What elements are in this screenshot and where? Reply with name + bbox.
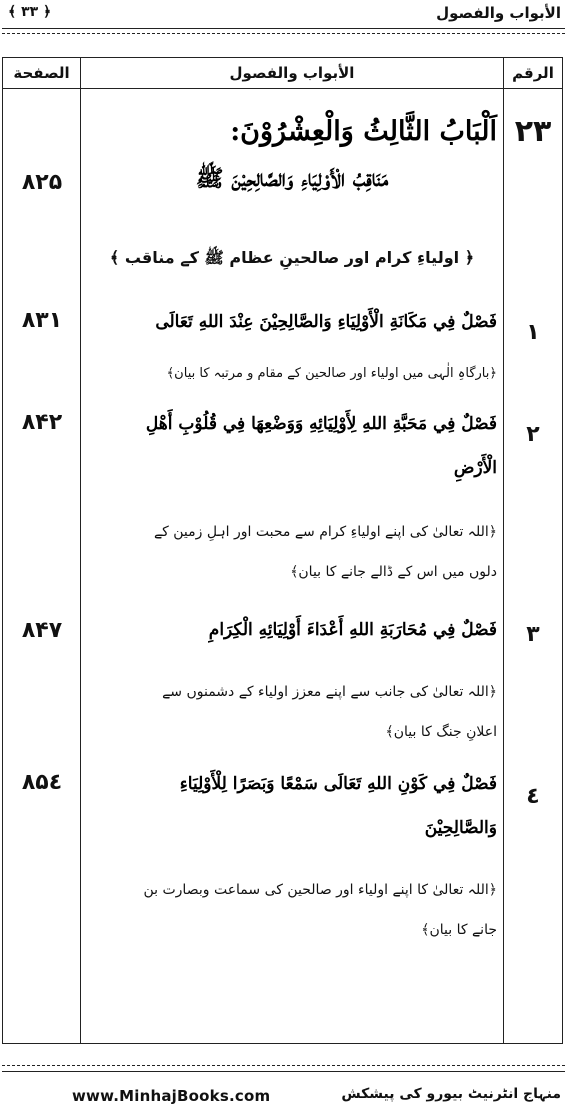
header-rule <box>2 28 565 29</box>
column-header-chapters: الأبواب والفصول <box>229 64 355 82</box>
header-dashed-rule <box>2 33 565 34</box>
row-arabic-line: فَصْلٌ فِي مُحَارَبَةِ اللهِ أَعْدَاءَ أَوْلِيَائِهِ الْكِرَامِ <box>208 620 497 640</box>
header-row-divider <box>3 88 562 89</box>
footer-dashed-rule <box>2 1065 565 1066</box>
row-urdu-line: ﴿بارگاہِ الٰہی میں اولیاء اور صالحین کے مقام و مرتبہ کا بیان﴾ <box>166 366 497 381</box>
row-urdu-line: ﴿اللہ تعالیٰ کی اپنے اولیاءِ کرام سے محبت اور اہلِ زمین کے <box>153 524 497 540</box>
row-page: ۸۳۱ <box>21 308 63 333</box>
contents-table <box>2 57 563 1044</box>
row-arabic-line: الْأَرْضِ <box>453 458 497 478</box>
column-divider-number <box>503 58 504 1043</box>
row-number: ۲ <box>526 422 540 447</box>
chapter-number: ۲۳ <box>514 114 552 149</box>
row-urdu-line: جانے کا بیان﴾ <box>421 922 497 938</box>
row-page: ۸۵٤ <box>21 770 63 795</box>
column-header-number: الرقم <box>512 64 554 82</box>
row-urdu-line: دلوں میں اس کے ڈالے جانے کا بیان﴾ <box>290 564 497 580</box>
row-number: ٤ <box>526 784 540 809</box>
row-arabic-line: فَصْلٌ فِي كَوْنِ اللهِ تَعَالَى سَمْعًا وَبَصَرًا لِلْأَوْلِيَاءِ <box>179 774 497 794</box>
chapter-subtitle: مَنَاقِبُ الْأَوْلِيَاءِ وَالصَّالِحِيْنَ ﷺ <box>195 165 389 192</box>
chapter-page: ۸۲۵ <box>21 170 63 195</box>
row-arabic-line: فَصْلٌ فِي مَكَانَةِ الْأَوْلِيَاءِ وَالصَّالِحِيْنَ عِنْدَ اللهِ تَعَالَى <box>155 312 497 332</box>
column-header-page: الصفحة <box>13 64 70 82</box>
row-arabic-line: وَالصَّالِحِيْنَ <box>424 818 497 838</box>
footer-website-link[interactable]: www.MinhajBooks.com <box>72 1087 271 1105</box>
row-page: ۸۴۲ <box>21 410 63 435</box>
row-arabic-line: فَصْلٌ فِي مَحَبَّةِ اللهِ لِأَوْلِيَائِهِ وَوَضْعِهَا فِي قُلُوْبِ أَهْلِ <box>145 414 497 434</box>
row-urdu-line: ﴿اللہ تعالیٰ کا اپنے اولیاء اور صالحین کی سماعت وبصارت بن <box>143 882 497 898</box>
row-page: ۸۴۷ <box>21 618 63 643</box>
chapter-urdu-title: ﴿ اولیاءِ کرام اور صالحینِ عظام ﷺ کے مناقب ﴾ <box>109 248 475 267</box>
chapter-title: اَلْبَابُ الثَّالِثُ وَالْعِشْرُوْنَ: <box>230 116 497 147</box>
row-number: ۱ <box>526 320 540 345</box>
running-header-title: الأبواب والفصول <box>436 4 561 22</box>
page-number: ﴿ ۳۳ ﴾ <box>8 4 52 20</box>
row-urdu-line: اعلانِ جنگ کا بیان﴾ <box>385 724 497 740</box>
footer-publisher-note: منہاج انٹرنیٹ بیورو کی پیشکش <box>341 1086 561 1102</box>
row-urdu-line: ﴿اللہ تعالیٰ کی جانب سے اپنے معزز اولیاء کے دشمنوں سے <box>162 684 497 700</box>
footer-rule <box>2 1071 565 1072</box>
column-divider-page <box>80 58 81 1043</box>
row-number: ۳ <box>526 622 540 647</box>
